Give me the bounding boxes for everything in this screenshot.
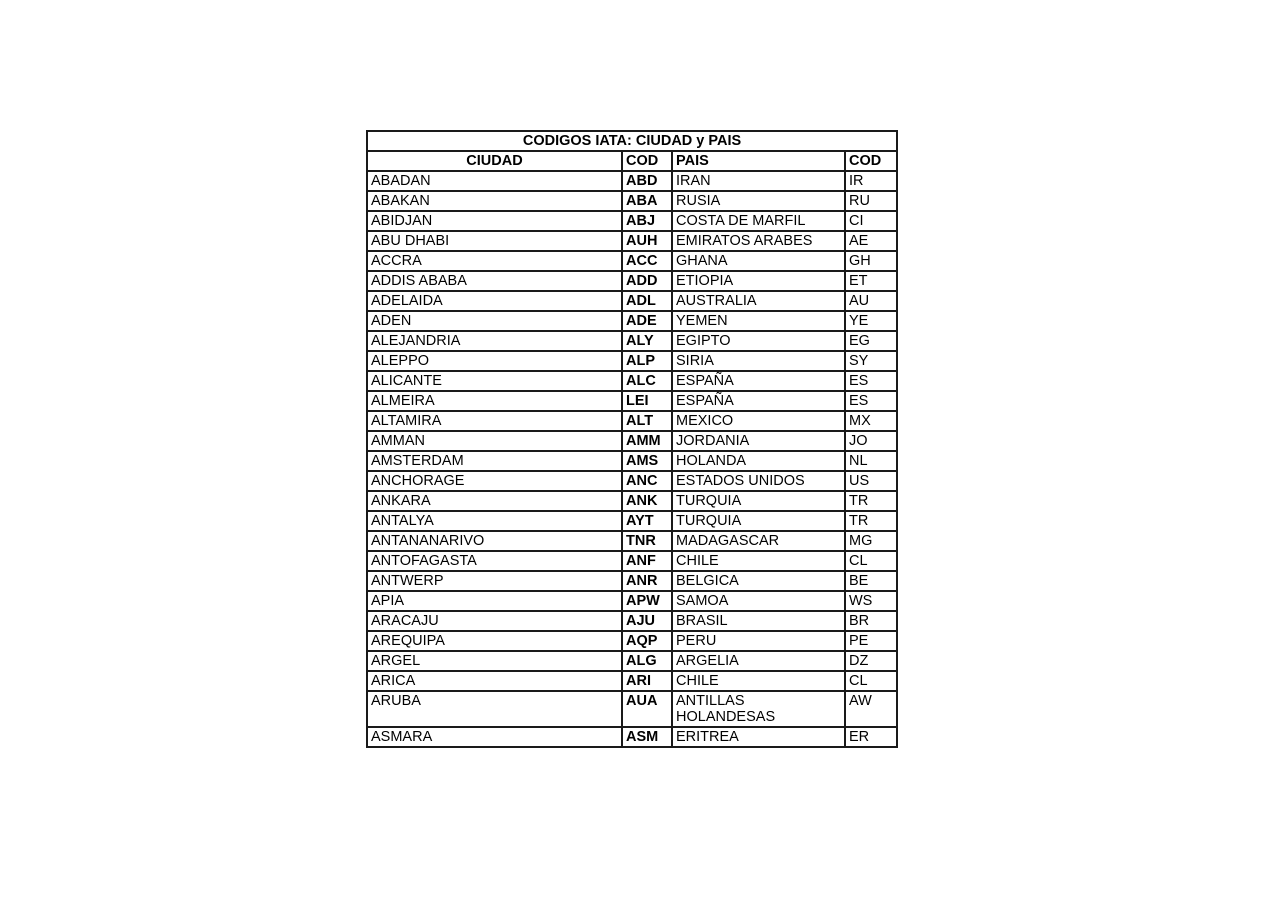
city-code-cell: AJU bbox=[622, 611, 672, 631]
country-code-cell: US bbox=[845, 471, 897, 491]
iata-codes-table bbox=[366, 130, 898, 748]
country-cell: IRAN bbox=[672, 171, 845, 191]
city-code-cell: AMM bbox=[622, 431, 672, 451]
country-cell: CHILE bbox=[672, 671, 845, 691]
table-row bbox=[367, 511, 897, 531]
country-cell: EGIPTO bbox=[672, 331, 845, 351]
table-row bbox=[367, 531, 897, 551]
country-cell: SAMOA bbox=[672, 591, 845, 611]
country-code-cell: CL bbox=[845, 671, 897, 691]
country-cell: SIRIA bbox=[672, 351, 845, 371]
city-code-cell: ABA bbox=[622, 191, 672, 211]
country-cell: ANTILLAS HOLANDESAS bbox=[672, 691, 845, 727]
city-code-cell: ADE bbox=[622, 311, 672, 331]
table-row bbox=[367, 491, 897, 511]
country-code-cell: DZ bbox=[845, 651, 897, 671]
city-code-cell: ACC bbox=[622, 251, 672, 271]
city-cell: ALMEIRA bbox=[367, 391, 622, 411]
city-cell: AMMAN bbox=[367, 431, 622, 451]
country-code-cell: MG bbox=[845, 531, 897, 551]
city-cell: ANTWERP bbox=[367, 571, 622, 591]
city-code-cell: AUH bbox=[622, 231, 672, 251]
table-row bbox=[367, 391, 897, 411]
table-row bbox=[367, 251, 897, 271]
country-cell: ESPAÑA bbox=[672, 371, 845, 391]
country-cell: TURQUIA bbox=[672, 511, 845, 531]
country-cell: YEMEN bbox=[672, 311, 845, 331]
city-cell: ANTOFAGASTA bbox=[367, 551, 622, 571]
city-code-cell: ANK bbox=[622, 491, 672, 511]
city-code-cell: AUA bbox=[622, 691, 672, 727]
city-cell: ARUBA bbox=[367, 691, 622, 727]
city-cell: ANKARA bbox=[367, 491, 622, 511]
table-row bbox=[367, 331, 897, 351]
city-cell: ADELAIDA bbox=[367, 291, 622, 311]
table-body bbox=[367, 171, 897, 747]
country-cell: COSTA DE MARFIL bbox=[672, 211, 845, 231]
city-code-cell: ADL bbox=[622, 291, 672, 311]
country-code-cell: ET bbox=[845, 271, 897, 291]
country-code-cell: ES bbox=[845, 391, 897, 411]
country-code-cell: PE bbox=[845, 631, 897, 651]
city-code-cell: ADD bbox=[622, 271, 672, 291]
table-row bbox=[367, 231, 897, 251]
table-title: CODIGOS IATA: CIUDAD y PAIS bbox=[367, 131, 897, 151]
country-cell: ARGELIA bbox=[672, 651, 845, 671]
city-cell: ANTALYA bbox=[367, 511, 622, 531]
country-code-cell: SY bbox=[845, 351, 897, 371]
city-cell: AREQUIPA bbox=[367, 631, 622, 651]
city-code-cell: ALC bbox=[622, 371, 672, 391]
city-cell: ANTANANARIVO bbox=[367, 531, 622, 551]
city-code-cell: ALY bbox=[622, 331, 672, 351]
table-row bbox=[367, 211, 897, 231]
table-row bbox=[367, 471, 897, 491]
city-code-cell: LEI bbox=[622, 391, 672, 411]
country-cell: ERITREA bbox=[672, 727, 845, 747]
table-row bbox=[367, 727, 897, 747]
country-code-cell: AU bbox=[845, 291, 897, 311]
country-code-cell: ES bbox=[845, 371, 897, 391]
city-code-cell: ARI bbox=[622, 671, 672, 691]
city-cell: APIA bbox=[367, 591, 622, 611]
table-row bbox=[367, 371, 897, 391]
city-cell: ASMARA bbox=[367, 727, 622, 747]
country-code-cell: GH bbox=[845, 251, 897, 271]
country-cell: BRASIL bbox=[672, 611, 845, 631]
city-code-cell: ALP bbox=[622, 351, 672, 371]
table-row bbox=[367, 691, 897, 727]
city-cell: ALTAMIRA bbox=[367, 411, 622, 431]
country-cell: MADAGASCAR bbox=[672, 531, 845, 551]
table-row bbox=[367, 551, 897, 571]
table-row bbox=[367, 411, 897, 431]
country-cell: CHILE bbox=[672, 551, 845, 571]
city-cell: ABU DHABI bbox=[367, 231, 622, 251]
city-code-cell: ANF bbox=[622, 551, 672, 571]
country-code-cell: ER bbox=[845, 727, 897, 747]
country-cell: ESTADOS UNIDOS bbox=[672, 471, 845, 491]
country-cell: GHANA bbox=[672, 251, 845, 271]
country-code-cell: AE bbox=[845, 231, 897, 251]
country-code-cell: NL bbox=[845, 451, 897, 471]
header-country-code: COD bbox=[845, 151, 897, 171]
table-row bbox=[367, 431, 897, 451]
table-row bbox=[367, 591, 897, 611]
table-row bbox=[367, 611, 897, 631]
table-row bbox=[367, 351, 897, 371]
city-cell: ACCRA bbox=[367, 251, 622, 271]
city-cell: ABADAN bbox=[367, 171, 622, 191]
city-cell: ALICANTE bbox=[367, 371, 622, 391]
table-row bbox=[367, 631, 897, 651]
country-code-cell: TR bbox=[845, 511, 897, 531]
city-code-cell: ASM bbox=[622, 727, 672, 747]
country-cell: MEXICO bbox=[672, 411, 845, 431]
country-code-cell: CI bbox=[845, 211, 897, 231]
city-code-cell: AYT bbox=[622, 511, 672, 531]
country-code-cell: RU bbox=[845, 191, 897, 211]
city-cell: ABAKAN bbox=[367, 191, 622, 211]
country-code-cell: AW bbox=[845, 691, 897, 727]
city-cell: ALEPPO bbox=[367, 351, 622, 371]
country-code-cell: JO bbox=[845, 431, 897, 451]
country-code-cell: WS bbox=[845, 591, 897, 611]
country-cell: RUSIA bbox=[672, 191, 845, 211]
city-cell: ALEJANDRIA bbox=[367, 331, 622, 351]
table-row bbox=[367, 651, 897, 671]
header-city-code: COD bbox=[622, 151, 672, 171]
city-code-cell: APW bbox=[622, 591, 672, 611]
country-cell: PERU bbox=[672, 631, 845, 651]
city-cell: ARGEL bbox=[367, 651, 622, 671]
table-row bbox=[367, 271, 897, 291]
city-code-cell: ALT bbox=[622, 411, 672, 431]
table-row bbox=[367, 671, 897, 691]
table-row bbox=[367, 191, 897, 211]
city-cell: ARACAJU bbox=[367, 611, 622, 631]
country-cell: HOLANDA bbox=[672, 451, 845, 471]
country-code-cell: CL bbox=[845, 551, 897, 571]
city-code-cell: TNR bbox=[622, 531, 672, 551]
country-code-cell: MX bbox=[845, 411, 897, 431]
country-cell: ETIOPIA bbox=[672, 271, 845, 291]
city-code-cell: ABD bbox=[622, 171, 672, 191]
country-cell: BELGICA bbox=[672, 571, 845, 591]
city-code-cell: ANR bbox=[622, 571, 672, 591]
country-cell: TURQUIA bbox=[672, 491, 845, 511]
country-cell: ESPAÑA bbox=[672, 391, 845, 411]
country-code-cell: TR bbox=[845, 491, 897, 511]
city-code-cell: ABJ bbox=[622, 211, 672, 231]
country-cell: EMIRATOS ARABES bbox=[672, 231, 845, 251]
city-cell: AMSTERDAM bbox=[367, 451, 622, 471]
city-code-cell: ALG bbox=[622, 651, 672, 671]
city-cell: ADEN bbox=[367, 311, 622, 331]
city-cell: ANCHORAGE bbox=[367, 471, 622, 491]
city-code-cell: AQP bbox=[622, 631, 672, 651]
country-code-cell: YE bbox=[845, 311, 897, 331]
table-row bbox=[367, 291, 897, 311]
table-row bbox=[367, 571, 897, 591]
table-row bbox=[367, 451, 897, 471]
header-country: PAIS bbox=[672, 151, 845, 171]
city-cell: ARICA bbox=[367, 671, 622, 691]
header-city: CIUDAD bbox=[367, 151, 622, 171]
country-cell: JORDANIA bbox=[672, 431, 845, 451]
city-code-cell: AMS bbox=[622, 451, 672, 471]
country-code-cell: IR bbox=[845, 171, 897, 191]
city-cell: ADDIS ABABA bbox=[367, 271, 622, 291]
country-code-cell: BR bbox=[845, 611, 897, 631]
table-row bbox=[367, 311, 897, 331]
country-code-cell: BE bbox=[845, 571, 897, 591]
city-code-cell: ANC bbox=[622, 471, 672, 491]
country-cell: AUSTRALIA bbox=[672, 291, 845, 311]
city-cell: ABIDJAN bbox=[367, 211, 622, 231]
table-row bbox=[367, 171, 897, 191]
country-code-cell: EG bbox=[845, 331, 897, 351]
